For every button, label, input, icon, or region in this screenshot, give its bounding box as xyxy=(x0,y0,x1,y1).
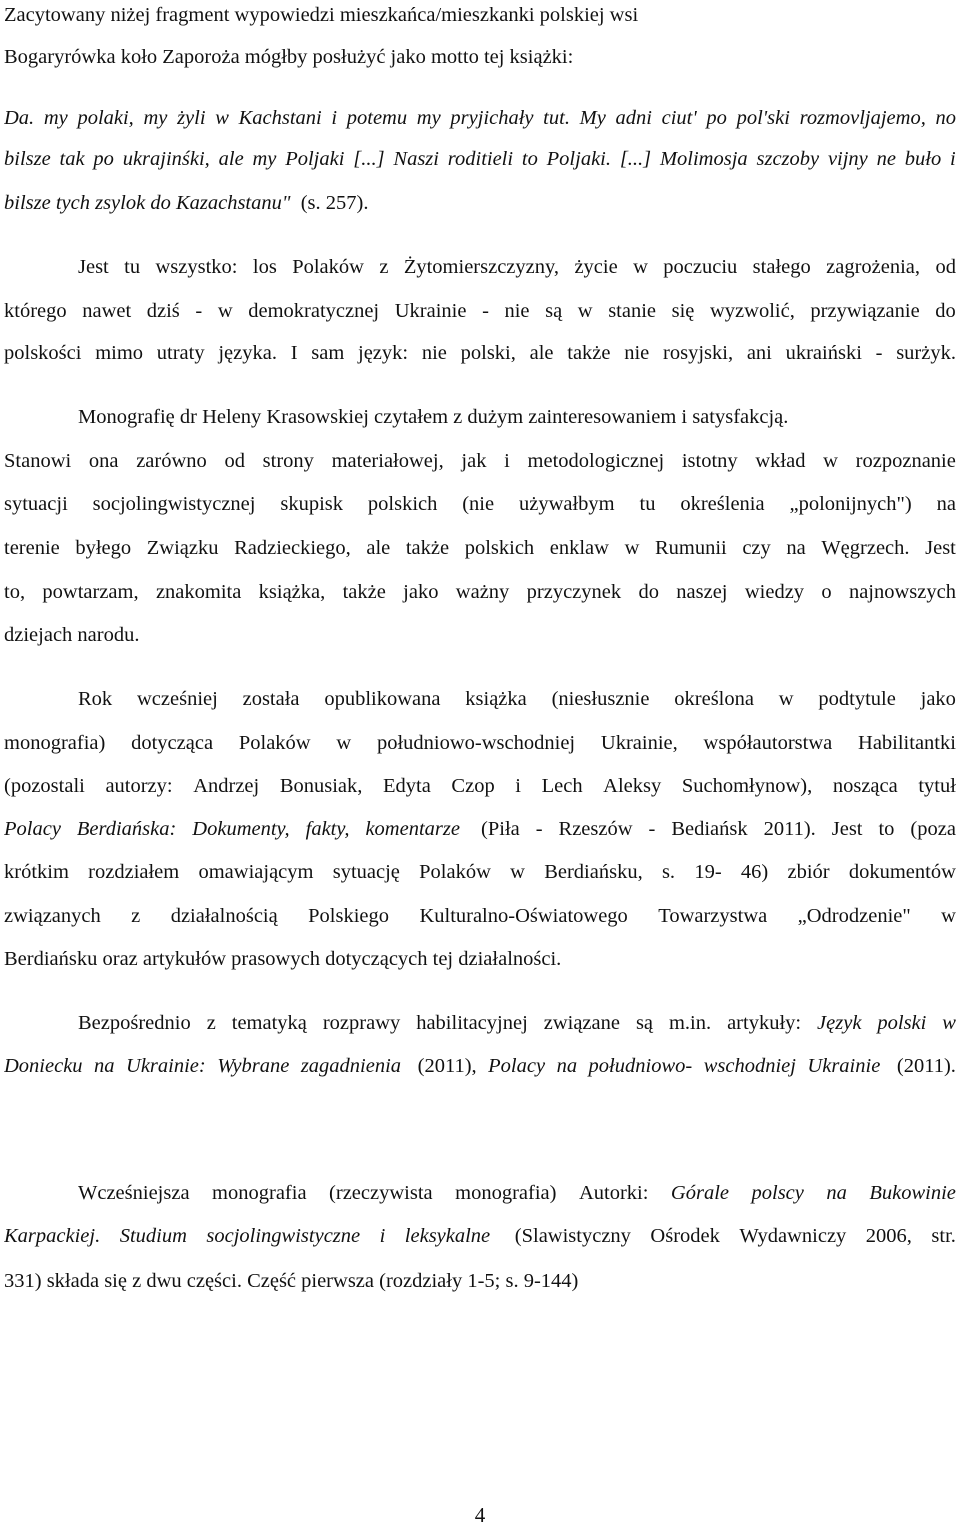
word: enklaw xyxy=(549,537,609,559)
word: określenia xyxy=(680,493,765,515)
word: monografia xyxy=(212,1182,307,1204)
word: Polaków xyxy=(238,732,311,754)
word: (2011). xyxy=(891,1055,956,1077)
word: nie xyxy=(624,342,650,364)
word: Żytomierszczyzny, xyxy=(403,256,560,278)
word: zagadnienia xyxy=(300,1055,402,1077)
word: ale xyxy=(218,148,244,170)
word: Węgrzech. xyxy=(821,537,910,559)
text-run: Zacytowany niżej fragment wypowiedzi mieszkańca/mieszkanki polskiej wsi xyxy=(4,4,639,26)
word: się xyxy=(671,300,695,322)
word: tak xyxy=(59,148,85,170)
word: Ukrainie xyxy=(807,1055,881,1077)
word: utraty xyxy=(156,342,205,364)
word: Bezpośrednio xyxy=(78,1012,191,1034)
word: polski, xyxy=(460,342,516,364)
word: komentarze xyxy=(365,818,460,840)
text-line xyxy=(4,1268,956,1294)
word: (2011), xyxy=(412,1055,477,1077)
word: na xyxy=(556,1055,578,1077)
word: - xyxy=(875,342,883,364)
word: rozdziałem xyxy=(88,861,180,883)
word: [...] xyxy=(353,148,385,170)
word: 19- xyxy=(694,861,722,883)
word: związanych xyxy=(4,905,101,927)
word: to, xyxy=(4,581,26,603)
text-run: Berdiańsku oraz artykułów prasowych dotyczących tej działalności. xyxy=(4,948,562,970)
word: są xyxy=(635,1012,654,1034)
word: Polaków xyxy=(419,861,491,883)
word: ale xyxy=(366,537,391,559)
word: (Piła xyxy=(475,818,520,840)
word: i xyxy=(331,107,338,129)
word: (rzeczywista xyxy=(329,1182,433,1204)
word: polaki, xyxy=(77,107,134,129)
word: Stanowi xyxy=(4,450,72,472)
word: potemu xyxy=(346,107,408,129)
word: rosyjski, xyxy=(663,342,734,364)
word: surżyk. xyxy=(896,342,956,364)
word: używałbym xyxy=(518,493,615,515)
word: tu xyxy=(124,256,141,278)
word: polskich xyxy=(464,537,535,559)
word: m.in. xyxy=(668,1012,712,1034)
word: Polaków xyxy=(292,256,364,278)
word: no xyxy=(935,107,956,129)
word: ona xyxy=(88,450,119,472)
word: i xyxy=(950,148,956,170)
word: wyzwolić, xyxy=(710,300,795,322)
word: (poza xyxy=(910,818,956,840)
text-line xyxy=(4,730,956,756)
word: w xyxy=(941,905,956,927)
word: Karpackiej. xyxy=(4,1225,101,1247)
word: „Odrodzenie" xyxy=(797,905,911,927)
word: wkład xyxy=(755,450,806,472)
word: skupisk xyxy=(280,493,344,515)
word: przywiązanie xyxy=(810,300,920,322)
word: s. xyxy=(661,861,676,883)
word: 2011). xyxy=(763,818,816,840)
text-line xyxy=(4,190,956,216)
word: Dokumenty, xyxy=(192,818,290,840)
word: polski xyxy=(877,1012,927,1034)
word: i xyxy=(504,450,510,472)
text-line xyxy=(4,146,956,172)
text-line xyxy=(78,254,956,280)
word: Aleksy xyxy=(603,775,662,797)
word: Ukrainie xyxy=(394,300,467,322)
word: języka. xyxy=(218,342,277,364)
word: Jest xyxy=(831,818,863,840)
word: Naszi xyxy=(393,148,439,170)
word: do xyxy=(935,300,956,322)
word: habilitacyjnej xyxy=(416,1012,528,1034)
word: - xyxy=(535,818,543,840)
word: poczuciu xyxy=(663,256,738,278)
word: i xyxy=(515,775,521,797)
word: wszystko: xyxy=(155,256,238,278)
word: los xyxy=(252,256,277,278)
word: My xyxy=(579,107,606,129)
word: terenie xyxy=(4,537,60,559)
word: w xyxy=(217,300,233,322)
word: ale xyxy=(529,342,554,364)
word: leksykalne xyxy=(404,1225,491,1247)
text-line xyxy=(4,816,956,842)
word: Kulturalno-Oświatowego xyxy=(419,905,628,927)
word: w xyxy=(624,537,640,559)
word: krótkim xyxy=(4,861,69,883)
word: polscy xyxy=(751,1182,804,1204)
word: Polskiego xyxy=(308,905,390,927)
word: najnowszych xyxy=(848,581,956,603)
word: Suchomłynow), xyxy=(681,775,813,797)
word: szczoby xyxy=(756,148,820,170)
word: Ukrainie: xyxy=(126,1055,206,1077)
word: byłego xyxy=(75,537,132,559)
word: stanie xyxy=(608,300,657,322)
word: do xyxy=(638,581,659,603)
page-number: 4 xyxy=(474,1503,486,1527)
text-run: 331) składa się z dwu części. Część pierwsza (rozdziały 1-5; s. 9-144) xyxy=(4,1270,579,1292)
word: ukrajinśki, xyxy=(122,148,210,170)
word: także xyxy=(342,581,386,603)
word: na xyxy=(786,537,806,559)
word: i xyxy=(379,1225,386,1247)
word: my xyxy=(43,107,68,129)
word: Poljaki xyxy=(285,148,345,170)
word: (nie xyxy=(462,493,495,515)
word: tytuł xyxy=(918,775,956,797)
word: dotycząca xyxy=(131,732,214,754)
word: życie xyxy=(574,256,618,278)
word: to xyxy=(521,148,538,170)
word: rozpoznanie xyxy=(855,450,956,472)
text-line xyxy=(4,2,956,28)
word: Doniecku xyxy=(4,1055,83,1077)
word: „polonijnych") xyxy=(789,493,912,515)
word: także xyxy=(405,537,450,559)
text-line xyxy=(4,44,956,70)
word: wiedzy xyxy=(744,581,805,603)
text-line xyxy=(78,404,956,430)
word: Język xyxy=(817,1012,862,1034)
word: Czop xyxy=(451,775,495,797)
word: rozmovljajemo, xyxy=(799,107,926,129)
word: Bonusiak, xyxy=(279,775,363,797)
word: bilsze xyxy=(4,148,51,170)
text-line xyxy=(4,298,956,324)
word: Bukowinie xyxy=(869,1182,956,1204)
text-line xyxy=(4,1053,956,1079)
word: Wcześniejsza xyxy=(78,1182,190,1204)
word: strony xyxy=(262,450,314,472)
word: w xyxy=(215,107,229,129)
word: dokumentów xyxy=(848,861,956,883)
word: naszej xyxy=(676,581,728,603)
word: w xyxy=(336,732,352,754)
word: na xyxy=(94,1055,115,1077)
word: ciut' xyxy=(661,107,697,129)
word: tematyką xyxy=(231,1012,307,1034)
word: po xyxy=(706,107,727,129)
word: nie xyxy=(421,342,447,364)
word: została xyxy=(242,688,300,710)
word: Wybrane xyxy=(217,1055,290,1077)
word: jak xyxy=(461,450,487,472)
word: Berdiańska: xyxy=(76,818,177,840)
word: związane xyxy=(543,1012,620,1034)
word: jako xyxy=(920,688,956,710)
word: my xyxy=(143,107,168,129)
word: z xyxy=(131,905,141,927)
word: [...] xyxy=(619,148,652,170)
word: przyczynek xyxy=(526,581,622,603)
word: sytuację xyxy=(332,861,400,883)
text-run: Bogaryrówka koło Zaporoża mógłby posłużyć jako motto tej książki: xyxy=(4,46,574,68)
word: my xyxy=(416,107,441,129)
word: (Slawistyczny xyxy=(509,1225,631,1247)
word: Rok xyxy=(78,688,113,710)
text-line xyxy=(78,1010,956,1036)
word: z xyxy=(379,256,389,278)
word: 46) xyxy=(740,861,769,883)
word: Berdiańsku, xyxy=(544,861,643,883)
text-line xyxy=(4,903,956,929)
word: Lech xyxy=(541,775,583,797)
word: Da. xyxy=(4,107,35,129)
word: rozprawy xyxy=(322,1012,401,1034)
word: (pozostali xyxy=(4,775,85,797)
word: 2006, xyxy=(865,1225,912,1247)
word: którego xyxy=(4,300,67,322)
text-line xyxy=(4,105,956,131)
word: fakty, xyxy=(305,818,350,840)
word: Andrzej xyxy=(193,775,260,797)
word: w xyxy=(577,300,593,322)
text-run: (s. 257). xyxy=(290,192,369,214)
text-line xyxy=(4,579,956,605)
word: pryjichały xyxy=(450,107,534,129)
text-line xyxy=(78,1180,956,1206)
text-line xyxy=(4,773,956,799)
word: tut. xyxy=(543,107,570,129)
word: Habilitantki xyxy=(858,732,956,754)
word: metodologicznej xyxy=(527,450,665,472)
word: monografia) xyxy=(455,1182,557,1204)
word: w xyxy=(633,256,648,278)
word: nawet xyxy=(82,300,132,322)
word: - xyxy=(195,300,203,322)
word: po xyxy=(93,148,114,170)
word: jako xyxy=(403,581,439,603)
word: ani xyxy=(746,342,772,364)
word: od xyxy=(935,256,956,278)
word: Polacy xyxy=(4,818,61,840)
word: południowo-wschodniej xyxy=(376,732,576,754)
word: to xyxy=(878,818,895,840)
word: - xyxy=(482,300,489,322)
text-line xyxy=(4,622,956,648)
word: czy xyxy=(742,537,771,559)
word: Ukrainie, xyxy=(600,732,678,754)
text-run: Monografię dr Heleny Krasowskiej czytałem z dużym zainteresowaniem i satysfakcją. xyxy=(78,406,789,428)
word: znakomita xyxy=(155,581,242,603)
text-line xyxy=(4,1223,956,1249)
word: książka xyxy=(465,688,527,710)
word: nie xyxy=(504,300,530,322)
word: Ośrodek xyxy=(650,1225,720,1247)
text-line xyxy=(4,535,956,561)
text-run: dziejach narodu. xyxy=(4,624,140,646)
word: str. xyxy=(931,1225,956,1247)
word: o xyxy=(821,581,832,603)
word: Polacy xyxy=(488,1055,546,1077)
word: opublikowana xyxy=(324,688,441,710)
word: podtytule xyxy=(818,688,896,710)
word: dziś xyxy=(146,300,180,322)
word: Rzeszów xyxy=(558,818,633,840)
word: Bediańsk xyxy=(671,818,748,840)
word: Związku xyxy=(146,537,219,559)
word: tu xyxy=(639,493,656,515)
word: określona xyxy=(674,688,754,710)
word: Górale xyxy=(670,1182,729,1204)
word: południowo- xyxy=(588,1055,693,1077)
word: w xyxy=(823,450,838,472)
word: Kachstani xyxy=(238,107,322,129)
word: Towarzystwa xyxy=(658,905,768,927)
word: sam xyxy=(311,342,345,364)
word: mimo xyxy=(95,342,144,364)
word: my xyxy=(252,148,277,170)
text-line xyxy=(4,448,956,474)
word: na xyxy=(936,493,956,515)
word: Molimosja xyxy=(659,148,748,170)
word: zbiór xyxy=(787,861,830,883)
text-line xyxy=(4,946,956,972)
word: Poljaki. xyxy=(546,148,611,170)
word: zarówno xyxy=(136,450,207,472)
word: Jest xyxy=(78,256,109,278)
word: w xyxy=(778,688,794,710)
word: książka, xyxy=(258,581,326,603)
word: język: xyxy=(358,342,409,364)
word: z xyxy=(206,1012,216,1034)
word: sytuacji xyxy=(4,493,68,515)
word: Rumunii xyxy=(654,537,727,559)
word: Autorki: xyxy=(578,1182,649,1204)
word: Jest xyxy=(925,537,956,559)
word: polskich xyxy=(367,493,438,515)
text-line xyxy=(4,491,956,517)
word: socjolingwistycznej xyxy=(92,493,256,515)
word: stałego xyxy=(752,256,811,278)
word: wschodniej xyxy=(703,1055,796,1077)
word: - xyxy=(648,818,656,840)
word: powtarzam, xyxy=(42,581,139,603)
word: adni xyxy=(615,107,652,129)
word: I xyxy=(290,342,298,364)
word: socjolingwistyczne xyxy=(206,1225,361,1247)
word: artykuły: xyxy=(727,1012,802,1034)
word: Studium xyxy=(119,1225,187,1247)
text-line xyxy=(4,859,956,885)
word: nosząca xyxy=(832,775,898,797)
word: roditieli xyxy=(447,148,514,170)
word: Radzieckiego, xyxy=(234,537,351,559)
word: w xyxy=(942,1012,956,1034)
text-line xyxy=(78,686,956,712)
word: wcześniej xyxy=(136,688,218,710)
word: ważny xyxy=(455,581,510,603)
word: buło xyxy=(904,148,942,170)
word: zagrożenia, xyxy=(826,256,921,278)
word: działalnością xyxy=(170,905,278,927)
word: omawiającym xyxy=(198,861,314,883)
word: żyli xyxy=(177,107,206,129)
word: w xyxy=(510,861,525,883)
word: (niesłusznie xyxy=(551,688,650,710)
word: ukraiński xyxy=(785,342,862,364)
word: materiałowej, xyxy=(331,450,444,472)
word: istotny xyxy=(681,450,738,472)
word: ne xyxy=(876,148,896,170)
word: pol'ski xyxy=(736,107,790,129)
italic-text: bilsze tych zsylok do Kazachstanu" xyxy=(4,192,291,214)
word: także xyxy=(567,342,611,364)
text-line xyxy=(4,340,956,366)
word: na xyxy=(826,1182,847,1204)
word: autorzy: xyxy=(105,775,173,797)
word: współautorstwa xyxy=(703,732,833,754)
word: demokratycznej xyxy=(248,300,380,322)
word: od xyxy=(224,450,245,472)
word: Wydawniczy xyxy=(739,1225,847,1247)
word: Edyta xyxy=(383,775,431,797)
word: monografia) xyxy=(4,732,106,754)
word: polskości xyxy=(4,342,82,364)
word: są xyxy=(545,300,563,322)
word: vijny xyxy=(827,148,868,170)
